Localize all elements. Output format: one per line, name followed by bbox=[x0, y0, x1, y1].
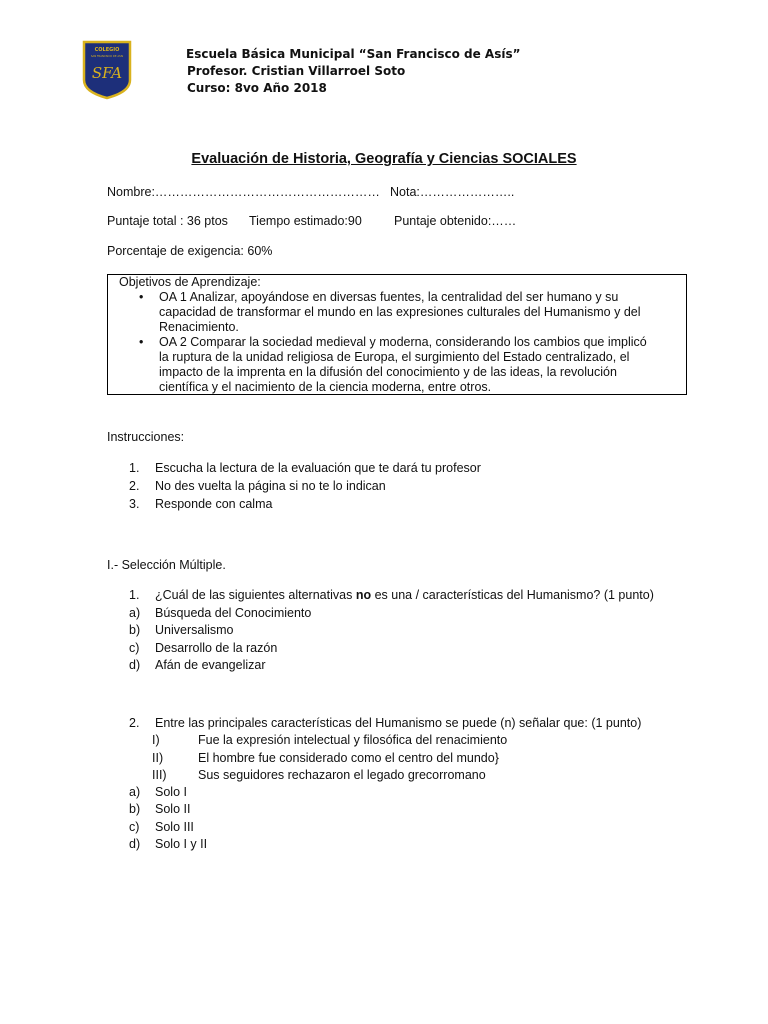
obtained-score: Puntaje obtenido:…… bbox=[394, 214, 517, 228]
option-item: b) Solo II bbox=[129, 802, 191, 817]
teacher-name: Profesor. Cristian Villarroel Soto bbox=[187, 64, 406, 78]
objective-item: • OA 2 Comparar la sociedad medieval y moderna, considerando los cambios que implicó la ruptura de la unidad religiosa de Europa, el surgimiento del Estado centralizado, el impacto de la imprenta en la difusión del conocimiento y de las ideas, la revolución científica y el nacimiento de la ciencia moderna, entre otros. bbox=[139, 335, 647, 394]
estimated-time: Tiempo estimado:90 bbox=[249, 214, 362, 228]
total-score: Puntaje total : 36 ptos bbox=[107, 214, 228, 228]
course-label: Curso: 8vo Año 2018 bbox=[187, 81, 327, 95]
name-field: Nombre:……………………………………………… bbox=[107, 185, 380, 199]
logo-mid-text: SAN FRANCISCO DE ASIS bbox=[90, 55, 124, 58]
school-name: Escuela Básica Municipal “San Francisco de Asís” bbox=[186, 47, 521, 61]
option-item: b) Universalismo bbox=[129, 623, 234, 637]
instructions-heading: Instrucciones: bbox=[107, 430, 185, 444]
page-title: Evaluación de Historia, Geografía y Ciencias SOCIALES bbox=[191, 151, 577, 167]
question-1 bbox=[129, 587, 654, 675]
question-text: 2. Entre las principales características del Humanismo se puede (n) señalar que: (1 punto) bbox=[129, 716, 642, 730]
school-header bbox=[186, 46, 520, 97]
required-percentage: Porcentaje de exigencia: 60% bbox=[107, 244, 273, 258]
bullet-icon: • bbox=[139, 290, 144, 304]
logo-top-text: COLEGIO bbox=[94, 47, 120, 53]
objectives-box bbox=[107, 274, 687, 395]
objective-item: • OA 1 Analizar, apoyándose en diversas fuentes, la centralidad del ser humano y su capacidad de transformar el mundo en las expresiones culturales del Humanismo y del Renacimiento. bbox=[139, 290, 641, 334]
option-item: c) Solo III bbox=[129, 819, 194, 834]
school-crest-icon bbox=[82, 40, 132, 100]
option-item: a) Solo I bbox=[129, 785, 187, 800]
question-text: 1. ¿Cuál de las siguientes alternativas no es una / características del Humanismo? (1 punto) bbox=[129, 588, 654, 602]
option-item: d) Afán de evangelizar bbox=[129, 658, 266, 672]
statement-item: II) El hombre fue considerado como el centro del mundo} bbox=[152, 750, 499, 765]
objectives-heading: Objetivos de Aprendizaje: bbox=[119, 275, 261, 289]
section-heading: I.- Selección Múltiple. bbox=[107, 558, 226, 572]
option-item: d) Solo I y II bbox=[129, 837, 208, 852]
bullet-icon: • bbox=[139, 335, 144, 349]
statement-item: I) Fue la expresión intelectual y filosófica del renacimiento bbox=[152, 733, 508, 748]
instructions-list bbox=[129, 459, 481, 513]
option-item: a) Búsqueda del Conocimiento bbox=[129, 605, 312, 620]
grade-field: Nota:………………….. bbox=[390, 185, 515, 199]
list-item: 1. Escucha la lectura de la evaluación que te dará tu profesor bbox=[129, 461, 481, 475]
statement-item: III) Sus seguidores rechazaron el legado grecorromano bbox=[152, 767, 486, 782]
question-2 bbox=[129, 715, 641, 853]
list-item: 2. No des vuelta la página si no te lo indican bbox=[129, 479, 386, 493]
list-item: 3. Responde con calma bbox=[129, 497, 273, 511]
school-logo bbox=[82, 40, 132, 100]
logo-initials: SFA bbox=[91, 64, 123, 82]
option-item: c) Desarrollo de la razón bbox=[129, 640, 278, 655]
